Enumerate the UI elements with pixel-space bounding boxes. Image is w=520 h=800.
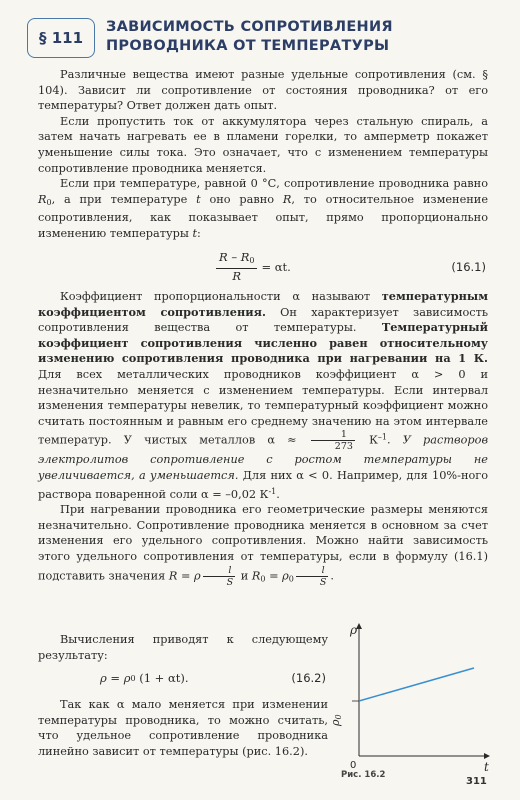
formula-16-1 (38, 250, 488, 284)
formula-16-2-number: (16.2) (291, 671, 326, 685)
paragraph-4: Коэффициент пропорциональности α называют температурным коэффициентом сопротивления. Он характеризует зависимость сопротивления вещества от температуры. Температурный коэффициент сопротивления численно равен относительному изменению сопротивления проводника при нагревании на 1 К. Для всех металлических проводников коэффициент α > 0 и незначительно меняется с изменением температуры. Если интервал изменения температуры невелик, то температурный коэффициент можно считать постоянным и равным его среднему значению на этом интервале температур. У чистых металлов α ≈ $\frac{1}{273}$ $К^{-1}$. У растворов электролитов сопротивление с ростом температуры не увеличивается, а уменьшается. Для них α < 0. Например, для 10%-ного раствора поваренной соли α = –0,02 $К^{-1}$. (38, 289, 489, 501)
origin-label: 0 (350, 760, 357, 771)
page-number: 311 (466, 776, 487, 787)
paragraph-6: Вычисления приводят к следующему результату: (38, 633, 328, 662)
section-title (106, 18, 486, 56)
formula-16-1-number: (16.1) (451, 260, 486, 274)
x-axis-label: t (484, 760, 489, 774)
paragraph-2: Если пропустить ток от аккумулятора через стальную спираль, а затем начать нагревать ее в пламени горелки, то амперметр покажет уменьшение силы тока. Это означает, что с изменением температуры сопротивление проводника меняется. (38, 114, 488, 175)
section-title-line-2: ПРОВОДНИКА ОТ ТЕМПЕРАТУРЫ (106, 38, 390, 54)
formula-16-2: ρ = ρ 0 (1 + αt). (16.2) (100, 671, 326, 685)
formula-16-2-rhs: (1 + αt). (139, 671, 189, 685)
paragraph-7: Так как α мало меняется при изменении температуры проводника, то можно считать, что удельное сопротивление проводника линейно зависит от температуры (рис. 16.2). (38, 698, 328, 758)
rho0-label: ρ0 (329, 714, 343, 726)
formula-16-2-lhs: ρ = ρ (100, 671, 131, 685)
paragraph-5: При нагревании проводника его геометрические размеры меняются незначительно. Сопротивление проводника меняется в основном за счет изменения его удельного сопротивления. Можно найти зависимость этого удельного сопротивления от температуры, если в формулу (16.1) подставить значения R = ρ $\frac{l}{S}$ и $R_0 = \rho_0$ $\frac{l}{S}$ . (38, 503, 488, 588)
text-block-conclusion (38, 697, 328, 759)
paragraph-1: Различные вещества имеют разные удельные сопротивления (см. § 104). Зависит ли сопротивление от состояния проводника? от его температуры? Ответ должен дать опыт. (38, 68, 488, 113)
formula-16-1-fraction: $\frac{R - R_0}{R}$ (216, 250, 257, 283)
section-number-box (27, 18, 95, 58)
figure-16-2 (329, 618, 504, 778)
section-title-line-1: ЗАВИСИМОСТЬ СОПРОТИВЛЕНИЯ (106, 19, 393, 35)
text-block-coefficient (38, 289, 488, 588)
paragraph-3: Если при температуре, равной 0 °С, сопротивление проводника равно $R_0$, а при температуре t оно равно R, то относительное изменение сопротивления, как показывает опыт, прямо пропорционально изменению температуры t: (38, 177, 489, 240)
figure-caption: Рис. 16.2 (341, 770, 386, 780)
text-block-intro (38, 67, 488, 242)
y-axis-label: ρ (350, 623, 358, 637)
resistivity-line (359, 668, 474, 701)
text-block-result (38, 632, 328, 663)
section-number: § 111 (38, 29, 84, 47)
fraction-1-over-273: $\frac{1}{273}$ (311, 429, 355, 452)
formula-16-1-rhs: = αt. (261, 259, 291, 274)
